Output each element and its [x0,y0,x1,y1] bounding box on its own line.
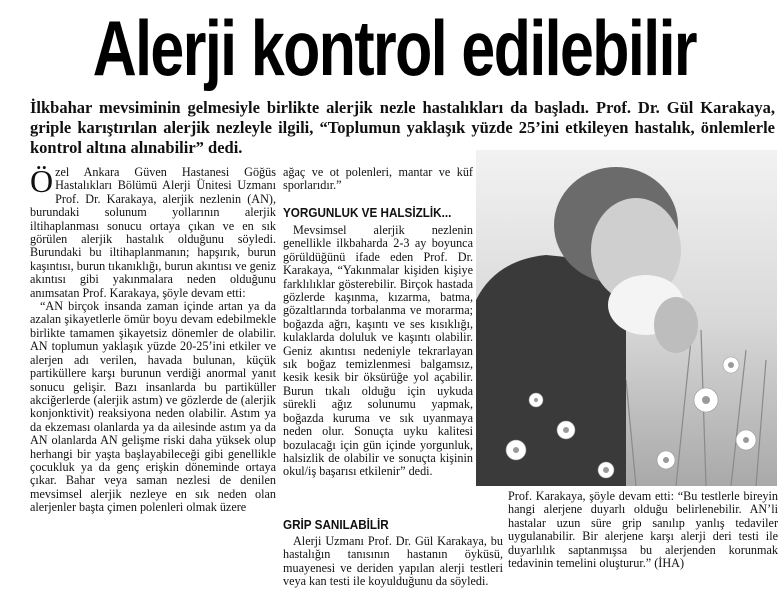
article-column-2-end [283,535,503,600]
column-1-paragraph-2: “AN birçok insanda zaman içinde artan ya da azalan şikayetlerle ömür boyu devam edebilmekle birlikte tamamen şikayetsiz dönemler de olabilir. AN toplumun yaklaşık yüzde 20-25’ini etkiler ve alerjen adı verilen, havada bulunan, küçük partiküllere karşı burunun verdiği anormal yanıt sonucu gelişir. Bazı insanlarda bu partiküller akciğerlerde (alerjik astım) ve gözlerde de (alerjik konjonktivit) reaksiyona neden olabilir. Astım ya da ekzeması olanlarda ya da ailesinde astım ya da AN olanlarda AN gelişme riski daha yüksek olup herhangi bir yaşta başlayabileceği gibi genellikle çocukluk ya da genç erişkin döneminde ortaya çıkar. Bahar veya saman nezlesi de denilen mevsimsel alerjik nezleye en sık neden olan alerjenler başta çimen polenleri olmak üzere [30,299,276,515]
column-1-paragraph-1 [30,166,276,300]
column-1-paragraph-1-text: zel Ankara Güven Hastanesi Göğüs Hastalıkları Bölümü Alerji Ünitesi Uzmanı Prof. Dr. Karakaya, alerjik nezlenin (AN), burundaki solunum yollarının alerjik iltihaplanması sonucu ortaya çıkan ve en sık görülen alerjik hastalık olduğunu söyledi. Burundaki bu iltihaplanmanın; hapşırık, burun kaşıntısı, burun tıkanıklığı, burun akıntısı ve geniz akıntısı gibi yakınmalara neden olduğunu anımsatan Prof. Karakaya, şöyle devam etti: [30,166,276,300]
photo-caption: Prof. Karakaya, şöyle devam etti: “Bu testlerle bireyin hangi alerjene duyarlı olduğu belirlenebilir. AN’li hastalar uzun süre grip sanılıp yanlış tedaviler uygulanabilir. Bir alerjene karşı alerji deri testi ile duyarlılık saptanmışsa bu alerjenden korunmak tedavinin temelini oluşturur.” (İHA) [508,489,778,571]
headline: Alerji kontrol edilebilir [92,4,697,92]
woman-sneezing-photo [476,150,777,486]
column-2-paragraph-1: Mevsimsel alerjik nezlenin genellikle ilkbaharda 2-3 ay boyunca görüldüğünü ifade eden Prof. Dr. Karakaya, “Yakınmalar kişiden kişiye farklılıklar gösterebilir. Birçok hastada gözlerde kaşınma, kızarma, batma, gözaltlarında torbalanma ve morarma; boğazda ağrı, kaşıntı ve ses kısıklığı, kulaklarda doluluk ve kaşıntı olabilir. Geniz akıntısı nedeniyle tekrarlayan sık boğaz temizlenmesi balgamsız, kesik kesik bir öksürüğe yol açabilir. Burun tıkalı olduğu için uykuda sürekli ağız solunumu yapmak, boğazda kuruma ve sık uyanmaya neden olur. Sonuçta uyku kalitesi bozulacağı için gün içinde yorgunluk, halsizlik de olabilir ve sonuçta kişinin okul/iş başarısı etkilenir” dedi. [283,224,473,479]
column-2-intro-text: ağaç ve ot polenleri, mantar ve küf sporlarıdır.” [283,166,473,193]
woman-sneezing-in-flower-field-photo-icon [476,150,777,486]
subheading-flu: GRİP SANILABİLİR [283,517,389,532]
lead-paragraph: İlkbahar mevsiminin gelmesiyle birlikte alerjik nezle hastalıkları da başladı. Prof. Dr. Gül Karakaya, griple karıştırılan alerjik nezleyle ilgili, “Toplumun yaklaşık yüzde 25’ini etkileyen hastalık, önlemlerle kontrol altına alınabilir” dedi. [30,98,775,157]
article-column-2-body [283,224,473,514]
article-column-1 [30,166,276,600]
drop-cap: Ö [30,166,54,199]
subheading-fatigue: YORGUNLUK VE HALSİZLİK... [283,205,452,220]
article-column-2-intro [283,166,473,204]
column-2-paragraph-2: Alerji Uzmanı Prof. Dr. Gül Karakaya, bu hastalığın tanısının hastanın öyküsü, muayenesi ve deriden yapılan alerji testleri veya kan testi ile koyulduğunu da söyledi. [283,535,503,589]
